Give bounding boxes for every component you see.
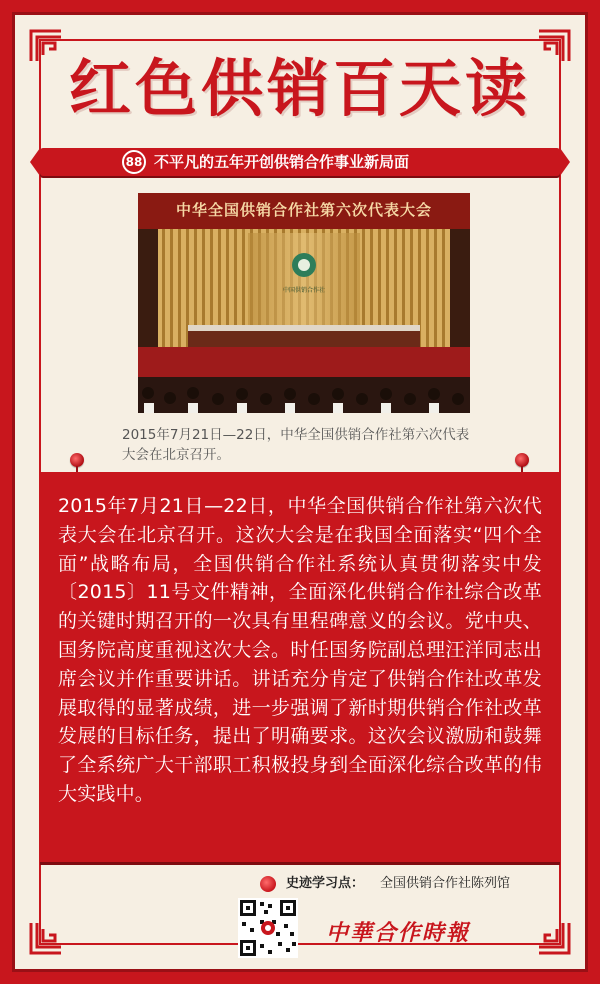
photo-caption: 2015年7月21日—22日，中华全国供销合作社第六次代表大会在北京召开。	[122, 427, 470, 463]
marker-dot-icon	[260, 876, 276, 892]
publisher-logo: 中華合作時報	[326, 920, 471, 946]
corner-ornament-icon	[537, 921, 571, 955]
section-banner	[40, 148, 560, 176]
issue-number-badge: 88	[122, 150, 146, 174]
pin-icon	[515, 453, 529, 467]
corner-ornament-icon	[29, 921, 63, 955]
backdrop-banner-text: 中华全国供销合作社第六次代表大会	[175, 201, 432, 219]
section-title: 不平凡的五年开创供销合作事业新局面	[154, 153, 410, 171]
congress-hall-illustration	[138, 193, 470, 413]
page-title: 红色供销百天读	[68, 52, 531, 125]
article-panel	[40, 472, 560, 862]
pin-icon	[70, 453, 84, 467]
congress-photo	[138, 193, 470, 413]
study-location-label: 史迹学习点：	[286, 876, 365, 891]
podium-logo-text: 中国供销合作社	[282, 287, 325, 294]
article-body: 2015年7月21日—22日，中华全国供销合作社第六次代表大会在北京召开。这次大会是在我国全面落实“四个全面”战略布局，全国供销合作社系统认真贯彻落实中发〔2015〕11号文件精神，全面深化供销合作社综合改革的关键时期召开的一次具有里程碑意义的会议。党中央、国务院高度重视这次大会。时任国务院副总理汪洋同志出席会议并作重要讲话。讲话充分肯定了供销合作社改革发展取得的显著成绩，进一步强调了新时期供销合作社改革发展的目标任务，提出了明确要求。这次会议激励和鼓舞了全系统广大干部职工积极投身到全面深化综合改革的伟大实践中。	[58, 495, 542, 805]
study-location-value: 全国供销合作社陈列馆	[380, 876, 511, 891]
qr-code-icon[interactable]	[238, 898, 298, 958]
